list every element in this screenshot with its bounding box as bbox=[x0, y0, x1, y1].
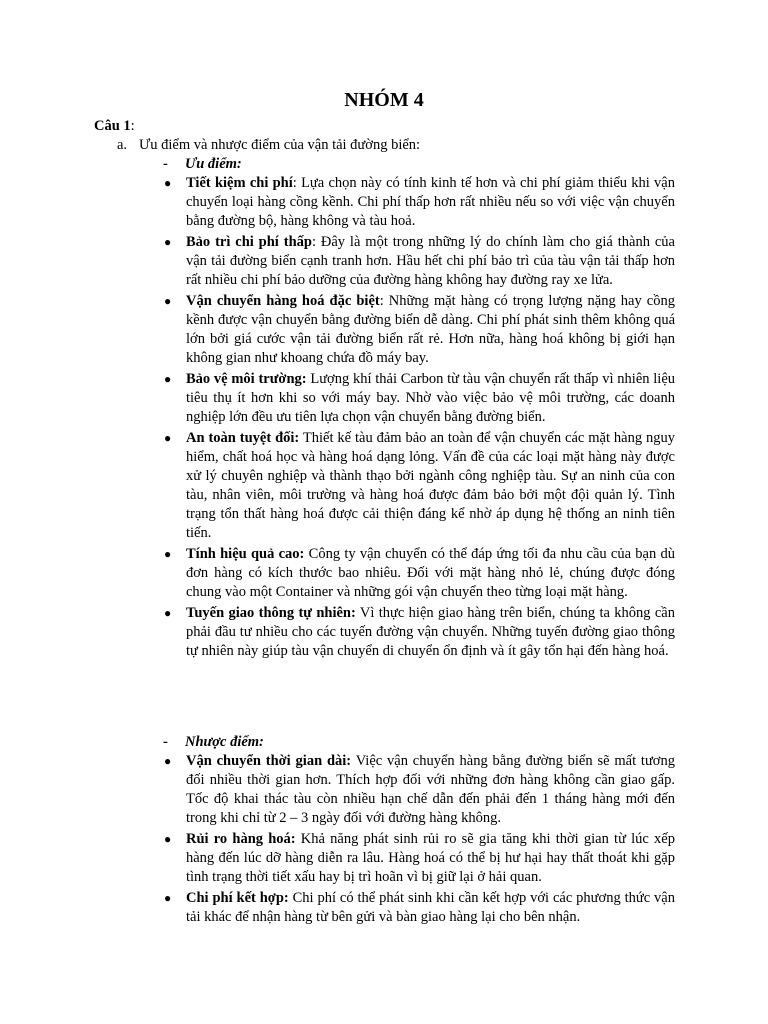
item-term: Bảo vệ môi trường: bbox=[186, 371, 307, 387]
item-term: Bảo trì chi phí thấp bbox=[186, 234, 312, 250]
item-term: Vận chuyển thời gian dài: bbox=[186, 753, 352, 769]
part-a-heading bbox=[117, 136, 420, 155]
item-text: Chi phí có thể phát sinh khi cần kết hợp với các phương thức vận tải khác để nhận hàng từ bên gửi và bàn giao hàng lại cho bên nhận. bbox=[186, 890, 675, 925]
item-text: Lượng khí thải Carbon từ tàu vận chuyển rất thấp vì nhiên liệu tiêu thụ ít hơn khi so với máy bay. Nhờ vào việc bảo vệ môi trường, các doanh nghiệp lớn đều ưu tiên lựa chọn vận chuyển bằng đường biển. bbox=[186, 371, 675, 425]
part-a-letter: a. bbox=[117, 137, 128, 153]
item-text: Việc vận chuyển hàng bằng đường biển sẽ mất tương đối nhiều thời gian hơn. Thích hợp đối với những đơn hàng không cần giao gấp. Tốc độ khai thác tàu còn nhiều hạn chế dẫn đến phải đến 1 tháng hàng mới đến trong khi chỉ từ 2 – 3 ngày đối với đường hàng không. bbox=[186, 753, 675, 826]
item-text: : Lựa chọn này có tính kinh tế hơn và chi phí giảm thiểu khi vận chuyển loại hàng cồng kềnh. Chi phí thấp hơn rất nhiều nếu so với việc vận chuyển bằng đường bộ, hàng không và tàu hoả. bbox=[186, 175, 675, 229]
advantages-heading bbox=[163, 155, 242, 174]
question-label: Câu 1 bbox=[94, 118, 131, 134]
item-text: : Những mặt hàng có trọng lượng nặng hay cồng kềnh được vận chuyển bằng đường biển dễ dàng. Chi phí phát sinh thêm không quá lớn bởi giá cước vận tải đường biển rất rẻ. Hơn nữa, hàng hoá không bị giới hạn không gian như khoang chứa đồ máy bay. bbox=[186, 293, 675, 366]
disadvantages-list bbox=[161, 752, 675, 929]
item-term: Chi phí kết hợp: bbox=[186, 890, 289, 906]
advantages-heading-text: Ưu điểm: bbox=[185, 156, 242, 172]
item-text: Thiết kế tàu đảm bảo an toàn để vận chuyển các mặt hàng nguy hiểm, chất hoá học và hàng hoá dạng lỏng. Vấn đề của các loại mặt hàng này được xử lý chuyên nghiệp và thành thạo bởi ngành công nghiệp tàu. Sự an ninh của con tàu, nhân viên, môi trường và hàng hoá được đảm bảo bởi một đội quản lý. Tình trạng tổn thất hàng hoá được cải thiện đáng kể nhờ áp dụng hệ thống an ninh tiên tiến. bbox=[186, 430, 675, 541]
list-item bbox=[161, 545, 675, 602]
disadvantages-dash: - bbox=[163, 734, 168, 750]
list-item bbox=[161, 752, 675, 828]
list-item bbox=[161, 174, 675, 231]
disadvantages-heading bbox=[163, 733, 264, 752]
bullet-icon: ● bbox=[164, 754, 172, 768]
item-term: Tiết kiệm chi phí bbox=[186, 175, 293, 191]
list-item bbox=[161, 830, 675, 887]
list-item bbox=[161, 370, 675, 427]
advantages-list bbox=[161, 174, 675, 663]
list-item bbox=[161, 292, 675, 368]
list-item bbox=[161, 604, 675, 661]
item-term: Tính hiệu quả cao: bbox=[186, 546, 305, 562]
item-text: Khả năng phát sinh rủi ro sẽ gia tăng khi thời gian từ lúc xếp hàng đến lúc dỡ hàng diễn ra lâu. Hàng hoá có thể bị hư hại hay thất thoát khi gặp tình trạng thời tiết xấu hay bị trì hoãn vì bị giữ lại ở hải quan. bbox=[186, 831, 675, 885]
item-text: Công ty vận chuyển có thể đáp ứng tối đa nhu cầu của bạn dù đơn hàng có kích thước bao nhiêu. Đối với mặt hàng nhỏ lẻ, chúng được đóng chung vào một Container và những gói vận chuyển theo từng loại mặt hàng. bbox=[186, 546, 675, 600]
bullet-icon: ● bbox=[164, 547, 172, 561]
question-heading bbox=[94, 117, 135, 136]
bullet-icon: ● bbox=[164, 372, 172, 386]
bullet-icon: ● bbox=[164, 294, 172, 308]
bullet-icon: ● bbox=[164, 431, 172, 445]
disadvantages-heading-text: Nhược điểm: bbox=[185, 734, 264, 750]
bullet-icon: ● bbox=[164, 606, 172, 620]
bullet-icon: ● bbox=[164, 832, 172, 846]
question-suffix: : bbox=[130, 118, 135, 134]
item-term: Vận chuyển hàng hoá đặc biệt bbox=[186, 293, 380, 309]
item-text: : Đây là một trong những lý do chính làm cho giá thành của vận tải đường biển cạnh tranh hơn. Hầu hết chi phí bảo trì của tàu vận tải thấp hơn rất nhiều chi phí bảo dưỡng của đường hàng không hay đường ray xe lửa. bbox=[186, 234, 675, 288]
item-term: An toàn tuyệt đối: bbox=[186, 430, 300, 446]
page-title: NHÓM 4 bbox=[344, 89, 424, 111]
list-item bbox=[161, 233, 675, 290]
item-term: Rủi ro hàng hoá: bbox=[186, 831, 296, 847]
list-item bbox=[161, 889, 675, 927]
advantages-dash: - bbox=[163, 156, 168, 172]
part-a-text: Ưu điểm và nhược điểm của vận tải đường biển: bbox=[139, 137, 421, 153]
item-term: Tuyến giao thông tự nhiên: bbox=[186, 605, 356, 621]
bullet-icon: ● bbox=[164, 176, 172, 190]
item-text: Vì thực hiện giao hàng trên biển, chúng ta không cần phải đầu tư nhiều cho các tuyến đường vận chuyển. Những tuyến đường giao thông tự nhiên này giúp tàu vận chuyển di chuyển ổn định và ít gây tổn hại đến hàng hoá. bbox=[186, 605, 675, 659]
bullet-icon: ● bbox=[164, 235, 172, 249]
bullet-icon: ● bbox=[164, 891, 172, 905]
list-item bbox=[161, 429, 675, 543]
